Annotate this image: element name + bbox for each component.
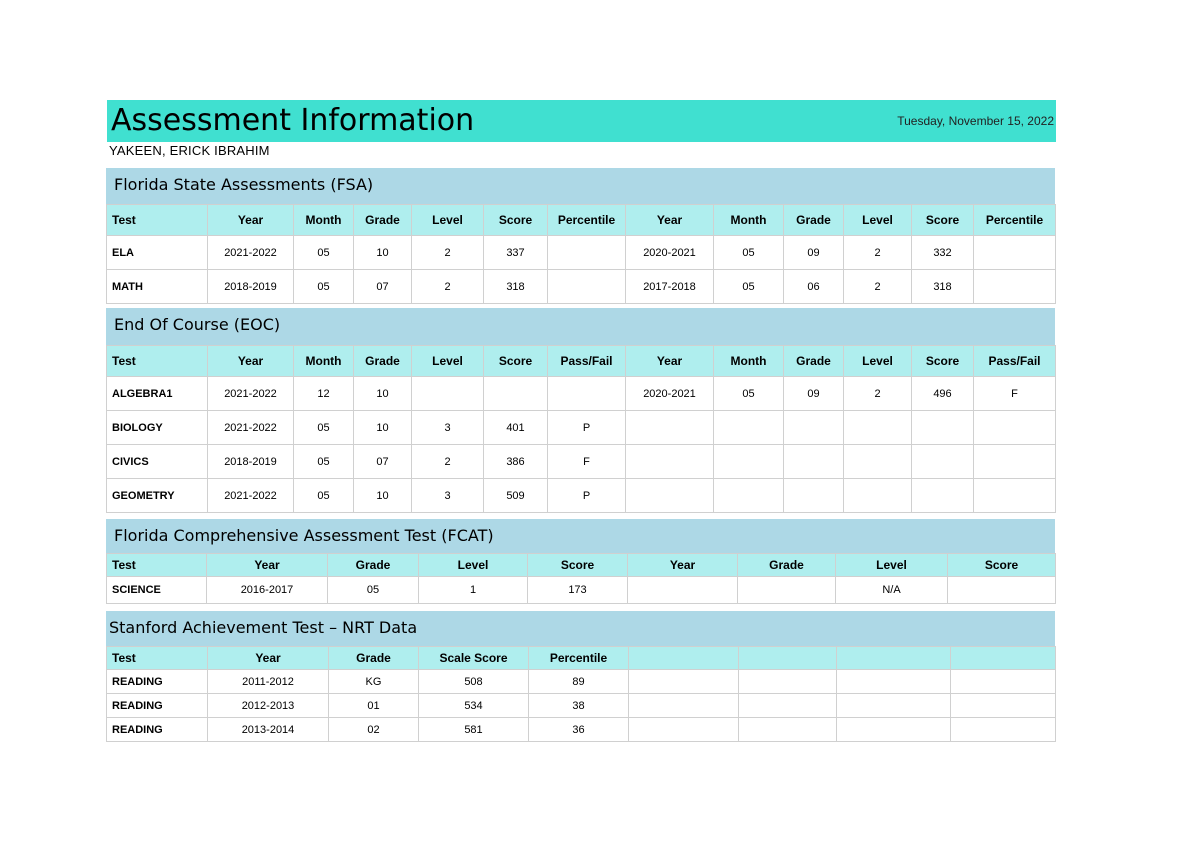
- eoc-column-header: Test: [107, 346, 208, 377]
- table-row: [107, 411, 1056, 445]
- table-row: [107, 577, 1056, 604]
- fsa-column-header: Score: [484, 205, 548, 236]
- eoc-column-header: Grade: [784, 346, 844, 377]
- table-cell: [844, 479, 912, 513]
- table-cell: [784, 479, 844, 513]
- table-cell: F: [974, 377, 1056, 411]
- table-cell: [548, 377, 626, 411]
- table-cell: 318: [912, 270, 974, 304]
- table-cell: [912, 445, 974, 479]
- table-cell: 173: [528, 577, 628, 604]
- table-cell: [626, 445, 714, 479]
- fsa-column-header: Year: [208, 205, 294, 236]
- test-name-cell: BIOLOGY: [107, 411, 208, 445]
- table-cell: 3: [412, 411, 484, 445]
- table-cell: [714, 411, 784, 445]
- table-row: [107, 236, 1056, 270]
- test-name-cell: GEOMETRY: [107, 479, 208, 513]
- table-cell: 10: [354, 411, 412, 445]
- eoc-column-header: Year: [626, 346, 714, 377]
- table-cell: 05: [714, 236, 784, 270]
- fcat-column-header: Level: [419, 554, 528, 577]
- table-cell: 337: [484, 236, 548, 270]
- table-cell: [844, 411, 912, 445]
- fsa-column-header: Month: [714, 205, 784, 236]
- table-cell: 01: [329, 694, 419, 718]
- table-cell: [974, 411, 1056, 445]
- table-cell: 2020-2021: [626, 236, 714, 270]
- table-cell: [784, 445, 844, 479]
- sat-table: [106, 646, 1056, 742]
- fcat-column-header: Score: [528, 554, 628, 577]
- fcat-column-header: Grade: [328, 554, 419, 577]
- eoc-section-title: End Of Course (EOC): [114, 315, 281, 334]
- table-cell: 2020-2021: [626, 377, 714, 411]
- table-row: [107, 445, 1056, 479]
- table-cell: 2021-2022: [208, 479, 294, 513]
- fsa-column-header: Percentile: [548, 205, 626, 236]
- sat-column-header: Percentile: [529, 647, 629, 670]
- title-bar: [107, 100, 1056, 142]
- table-cell: [784, 411, 844, 445]
- table-cell: 2021-2022: [208, 377, 294, 411]
- table-cell: [739, 670, 837, 694]
- table-cell: [739, 694, 837, 718]
- table-cell: [626, 479, 714, 513]
- table-cell: [628, 577, 738, 604]
- student-name: YAKEEN, ERICK IBRAHIM: [109, 143, 270, 158]
- table-cell: [912, 411, 974, 445]
- fcat-section-title: Florida Comprehensive Assessment Test (FCAT): [114, 526, 494, 545]
- table-cell: 2017-2018: [626, 270, 714, 304]
- table-cell: 2011-2012: [208, 670, 329, 694]
- table-cell: [484, 377, 548, 411]
- table-row: [107, 377, 1056, 411]
- test-name-cell: SCIENCE: [107, 577, 207, 604]
- test-name-cell: ELA: [107, 236, 208, 270]
- table-cell: 05: [714, 377, 784, 411]
- fsa-column-header: Year: [626, 205, 714, 236]
- table-cell: 2018-2019: [208, 270, 294, 304]
- test-name-cell: ALGEBRA1: [107, 377, 208, 411]
- sat-column-header: Scale Score: [419, 647, 529, 670]
- fsa-header-row: [107, 205, 1056, 236]
- table-cell: 89: [529, 670, 629, 694]
- fsa-column-header: Grade: [354, 205, 412, 236]
- table-cell: [629, 670, 739, 694]
- eoc-column-header: Month: [714, 346, 784, 377]
- page-title: Assessment Information: [111, 103, 475, 138]
- eoc-column-header: Year: [208, 346, 294, 377]
- table-cell: 2021-2022: [208, 411, 294, 445]
- table-cell: 05: [294, 236, 354, 270]
- table-cell: [837, 718, 951, 742]
- sat-column-header: [837, 647, 951, 670]
- table-cell: [629, 718, 739, 742]
- fcat-column-header: Test: [107, 554, 207, 577]
- table-cell: [548, 236, 626, 270]
- table-cell: 09: [784, 236, 844, 270]
- fsa-column-header: Level: [844, 205, 912, 236]
- table-cell: 12: [294, 377, 354, 411]
- table-cell: [714, 479, 784, 513]
- fsa-column-header: Grade: [784, 205, 844, 236]
- sat-column-header: Test: [107, 647, 208, 670]
- fsa-section-header: [106, 168, 1055, 204]
- eoc-header-row: [107, 346, 1056, 377]
- table-cell: 05: [294, 411, 354, 445]
- eoc-table: [106, 345, 1056, 513]
- eoc-section-header: [106, 308, 1055, 345]
- table-cell: 05: [294, 445, 354, 479]
- table-cell: [739, 718, 837, 742]
- fsa-column-header: Month: [294, 205, 354, 236]
- test-name-cell: CIVICS: [107, 445, 208, 479]
- table-cell: KG: [329, 670, 419, 694]
- fcat-header-row: [107, 554, 1056, 577]
- table-cell: N/A: [836, 577, 948, 604]
- eoc-column-header: Pass/Fail: [974, 346, 1056, 377]
- table-cell: 2: [844, 377, 912, 411]
- table-cell: 09: [784, 377, 844, 411]
- table-cell: 1: [419, 577, 528, 604]
- fcat-column-header: Score: [948, 554, 1056, 577]
- table-cell: 318: [484, 270, 548, 304]
- fsa-column-header: Test: [107, 205, 208, 236]
- table-cell: 2012-2013: [208, 694, 329, 718]
- sat-column-header: [951, 647, 1056, 670]
- table-cell: 2016-2017: [207, 577, 328, 604]
- eoc-column-header: Pass/Fail: [548, 346, 626, 377]
- table-cell: [837, 670, 951, 694]
- table-cell: 05: [328, 577, 419, 604]
- fcat-column-header: Level: [836, 554, 948, 577]
- report-date: Tuesday, November 15, 2022: [897, 114, 1054, 128]
- table-cell: [714, 445, 784, 479]
- table-cell: 10: [354, 479, 412, 513]
- table-cell: 508: [419, 670, 529, 694]
- table-cell: 07: [354, 445, 412, 479]
- fcat-column-header: Year: [207, 554, 328, 577]
- table-cell: 2: [844, 270, 912, 304]
- sat-column-header: Grade: [329, 647, 419, 670]
- table-cell: [412, 377, 484, 411]
- table-cell: 38: [529, 694, 629, 718]
- sat-section-header: [106, 611, 1055, 646]
- table-cell: 06: [784, 270, 844, 304]
- table-cell: [844, 445, 912, 479]
- table-cell: [951, 718, 1056, 742]
- table-cell: [912, 479, 974, 513]
- table-cell: [738, 577, 836, 604]
- eoc-column-header: Month: [294, 346, 354, 377]
- table-cell: 2018-2019: [208, 445, 294, 479]
- sat-section-title: Stanford Achievement Test – NRT Data: [109, 618, 418, 637]
- table-cell: 509: [484, 479, 548, 513]
- test-name-cell: READING: [107, 694, 208, 718]
- table-row: [107, 270, 1056, 304]
- table-cell: P: [548, 479, 626, 513]
- table-cell: F: [548, 445, 626, 479]
- table-row: [107, 670, 1056, 694]
- fsa-table: [106, 204, 1056, 304]
- table-cell: 2: [412, 445, 484, 479]
- table-cell: 496: [912, 377, 974, 411]
- table-cell: 401: [484, 411, 548, 445]
- table-cell: 2: [844, 236, 912, 270]
- table-cell: 10: [354, 236, 412, 270]
- table-cell: 2013-2014: [208, 718, 329, 742]
- table-cell: [951, 670, 1056, 694]
- fsa-column-header: Score: [912, 205, 974, 236]
- test-name-cell: READING: [107, 718, 208, 742]
- table-cell: 05: [294, 270, 354, 304]
- table-cell: 581: [419, 718, 529, 742]
- table-cell: 2: [412, 236, 484, 270]
- table-row: [107, 479, 1056, 513]
- table-cell: 3: [412, 479, 484, 513]
- sat-header-row: [107, 647, 1056, 670]
- eoc-column-header: Score: [484, 346, 548, 377]
- fcat-column-header: Grade: [738, 554, 836, 577]
- sat-column-header: [629, 647, 739, 670]
- table-cell: P: [548, 411, 626, 445]
- table-cell: 332: [912, 236, 974, 270]
- table-cell: [974, 445, 1056, 479]
- table-cell: [974, 236, 1056, 270]
- table-cell: [974, 270, 1056, 304]
- fsa-column-header: Level: [412, 205, 484, 236]
- test-name-cell: READING: [107, 670, 208, 694]
- fsa-column-header: Percentile: [974, 205, 1056, 236]
- eoc-column-header: Level: [412, 346, 484, 377]
- table-row: [107, 718, 1056, 742]
- table-cell: [951, 694, 1056, 718]
- table-cell: [548, 270, 626, 304]
- table-cell: 534: [419, 694, 529, 718]
- table-cell: [837, 694, 951, 718]
- table-cell: 02: [329, 718, 419, 742]
- table-cell: 07: [354, 270, 412, 304]
- sat-column-header: [739, 647, 837, 670]
- table-cell: 386: [484, 445, 548, 479]
- table-cell: [629, 694, 739, 718]
- fcat-table: [106, 553, 1056, 604]
- eoc-column-header: Grade: [354, 346, 412, 377]
- table-cell: [948, 577, 1056, 604]
- table-cell: 2: [412, 270, 484, 304]
- table-cell: [626, 411, 714, 445]
- fsa-section-title: Florida State Assessments (FSA): [114, 175, 374, 194]
- sat-column-header: Year: [208, 647, 329, 670]
- fcat-section-header: [106, 519, 1055, 553]
- fcat-column-header: Year: [628, 554, 738, 577]
- eoc-column-header: Score: [912, 346, 974, 377]
- table-cell: 05: [714, 270, 784, 304]
- table-cell: 2021-2022: [208, 236, 294, 270]
- test-name-cell: MATH: [107, 270, 208, 304]
- table-row: [107, 694, 1056, 718]
- table-cell: [974, 479, 1056, 513]
- table-cell: 36: [529, 718, 629, 742]
- table-cell: 05: [294, 479, 354, 513]
- table-cell: 10: [354, 377, 412, 411]
- eoc-column-header: Level: [844, 346, 912, 377]
